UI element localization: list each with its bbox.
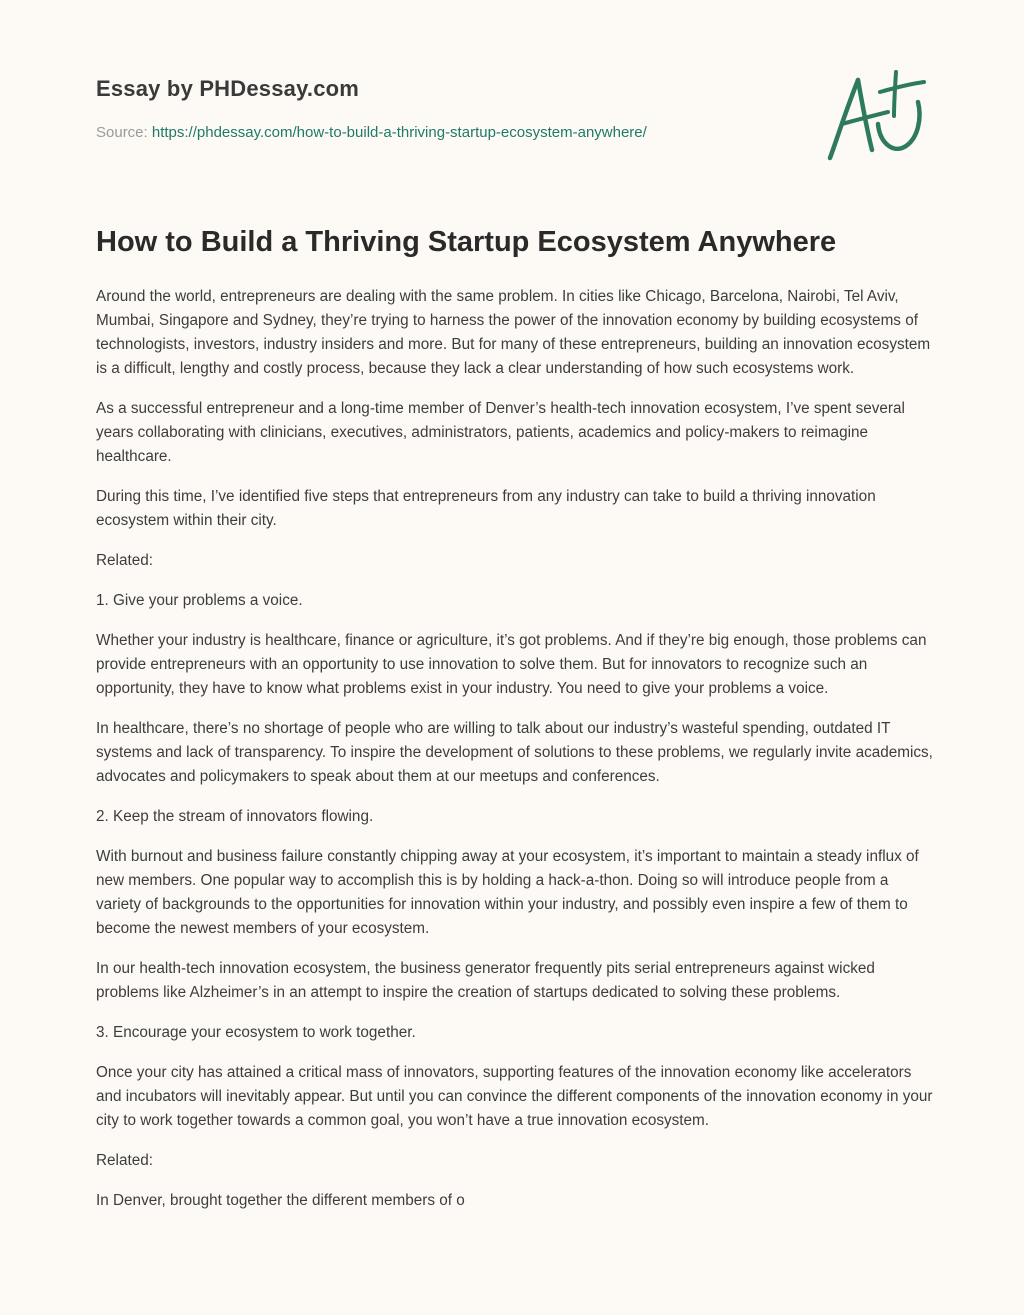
source-link[interactable]: https://phdessay.com/how-to-build-a-thriving-startup-ecosystem-anywhere/ [151,124,647,141]
paragraph: With burnout and business failure constantly chipping away at your ecosystem, it’s important to maintain a steady influx of new members. One popular way to accomplish this is by holding a hack-a-thon. Doing so will introduce people from a variety of backgrounds to the opportunities for innovation within your industry, and possibly even inspire a few of them to become the newest members of your ecosystem. [96,848,919,937]
paragraph: Once your city has attained a critical mass of innovators, supporting features of the innovation economy like accelerators and incubators will inevitably appear. But until you can convince the different components of the innovation economy in your city to work together towards a common goal, you won’t have a true innovation ecosystem. [96,1064,933,1129]
source-line [96,124,647,141]
paragraph: As a successful entrepreneur and a long-time member of Denver’s health-tech innovation ecosystem, I’ve spent several years collaborating with clinicians, executives, administrators, patients, academics and policy-makers to reimagine healthcare. [96,400,905,465]
essay-body [96,285,936,1229]
related-label: Related: [96,552,153,569]
paragraph: During this time, I’ve identified five steps that entrepreneurs from any industry can take to build a thriving innovation ecosystem within their city. [96,488,876,529]
related-label: Related: [96,1152,153,1169]
essay-title: How to Build a Thriving Startup Ecosystem Anywhere [96,226,837,258]
paragraph: In our health-tech innovation ecosystem, the business generator frequently pits serial entrepreneurs against wicked problems like Alzheimer’s in an attempt to inspire the creation of startups dedicated to solving these problems. [96,960,875,1001]
a-plus-grade-logo-icon [822,66,926,166]
source-label: Source: [96,124,148,141]
site-title: Essay by PHDessay.com [96,76,360,101]
section-heading: 1. Give your problems a voice. [96,592,303,609]
section-heading: 2. Keep the stream of innovators flowing. [96,808,374,825]
paragraph: In healthcare, there’s no shortage of people who are willing to talk about our industry’s wasteful spending, outdated IT systems and lack of transparency. To inspire the development of solutions to these problems, we regularly invite academics, advocates and policymakers to speak about them at our meetups and conferences. [96,720,933,785]
paragraph: Whether your industry is healthcare, finance or agriculture, it’s got problems. And if they’re big enough, those problems can provide entrepreneurs with an opportunity to use innovation to solve them. But for innovators to recognize such an opportunity, they have to know what problems exist in your industry. You need to give your problems a voice. [96,632,927,697]
paragraph: In Denver, brought together the different members of o [96,1192,465,1209]
section-heading: 3. Encourage your ecosystem to work together. [96,1024,416,1041]
paragraph: Around the world, entrepreneurs are dealing with the same problem. In cities like Chicago, Barcelona, Nairobi, Tel Aviv, Mumbai, Singapore and Sydney, they’re trying to harness the power of the innovation economy by building ecosystems of technologists, investors, industry insiders and more. But for many of these entrepreneurs, building an innovation ecosystem is a difficult, lengthy and costly process, because they lack a clear understanding of how such ecosystems work. [96,288,931,377]
